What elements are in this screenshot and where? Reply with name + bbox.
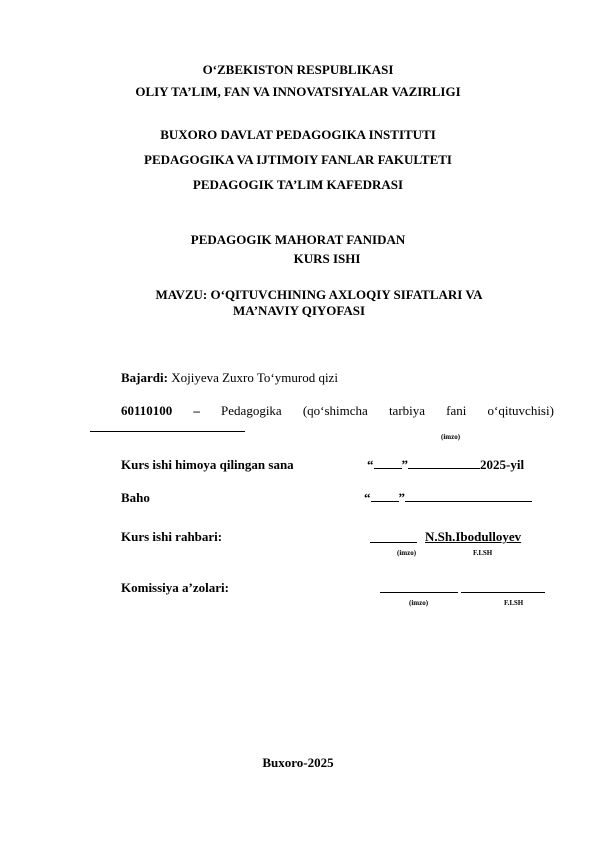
supervisor-name-caption: F.I.SH [473, 549, 493, 557]
specialty-dash: – [193, 403, 200, 418]
ministry-title: OLIY TA’LIM, FAN VA INNOVATSIYALAR VAZIRLIGI [135, 84, 461, 99]
grade-close-quote: ” [398, 490, 405, 505]
place-year: Buxoro-2025 [262, 755, 334, 770]
specialty-word-3: tarbiya [388, 403, 426, 418]
grade-field [364, 490, 532, 505]
defense-open-quote: “ [367, 457, 374, 472]
defense-date-label: Kurs ishi himoya qilingan sana [121, 457, 294, 472]
faculty-title: PEDAGOGIKA VA IJTIMOIY FANLAR FAKULTETI [144, 152, 452, 167]
commission-label: Komissiya a’zolari: [121, 580, 229, 595]
specialty-word-4: fani [446, 403, 467, 418]
commission-name-line [461, 592, 545, 593]
commission-sign-line [380, 592, 458, 593]
commission-sign-caption: (imzo) [409, 599, 429, 607]
defense-year: 2025-yil [480, 457, 525, 472]
supervisor-sign-caption: (imzo) [397, 549, 417, 557]
author-label: Bajardi: [121, 370, 168, 385]
institute-title: BUXORO DAVLAT PEDAGOGIKA INSTITUTI [160, 127, 436, 142]
specialty-word-5: o‘qituvchisi) [487, 403, 554, 418]
country-title: O‘ZBEKISTON RESPUBLIKASI [202, 62, 394, 77]
author-name: Xojiyeva Zuxro To‘ymurod qizi [171, 370, 338, 385]
specialty-word-1: Pedagogika [221, 403, 282, 418]
defense-close-quote: ” [401, 457, 408, 472]
supervisor-sign-line [370, 542, 417, 543]
work-type: KURS ISHI [293, 251, 361, 266]
supervisor-name: N.Sh.Ibodulloyev [425, 529, 522, 544]
defense-date-field [367, 457, 524, 472]
topic-line-1: MAVZU: O‘QITUVCHINING AXLOQIY SIFATLARI VA [155, 287, 483, 302]
commission-name-caption: F.I.SH [504, 599, 524, 607]
department-title: PEDAGOGIK TA’LIM KAFEDRASI [192, 177, 404, 192]
grade-blank-2 [405, 501, 532, 502]
defense-month-blank [408, 468, 480, 469]
grade-label: Baho [121, 490, 150, 505]
author-sign-line [90, 431, 245, 432]
author-row [121, 370, 338, 385]
specialty-row [121, 403, 554, 418]
grade-blank-1 [371, 501, 399, 502]
grade-open-quote: “ [364, 490, 371, 505]
defense-day-blank [374, 468, 402, 469]
specialty-code: 60110100 [121, 403, 173, 418]
specialty-word-2: (qo‘shimcha [302, 403, 368, 418]
topic-line-2-text: MA’NAVIY QIYOFASI [233, 303, 366, 318]
supervisor-label: Kurs ishi rahbari: [121, 529, 223, 544]
subject-title: PEDAGOGIK MAHORAT FANIDAN [190, 232, 406, 247]
author-sign-caption: (imzo) [441, 433, 461, 441]
